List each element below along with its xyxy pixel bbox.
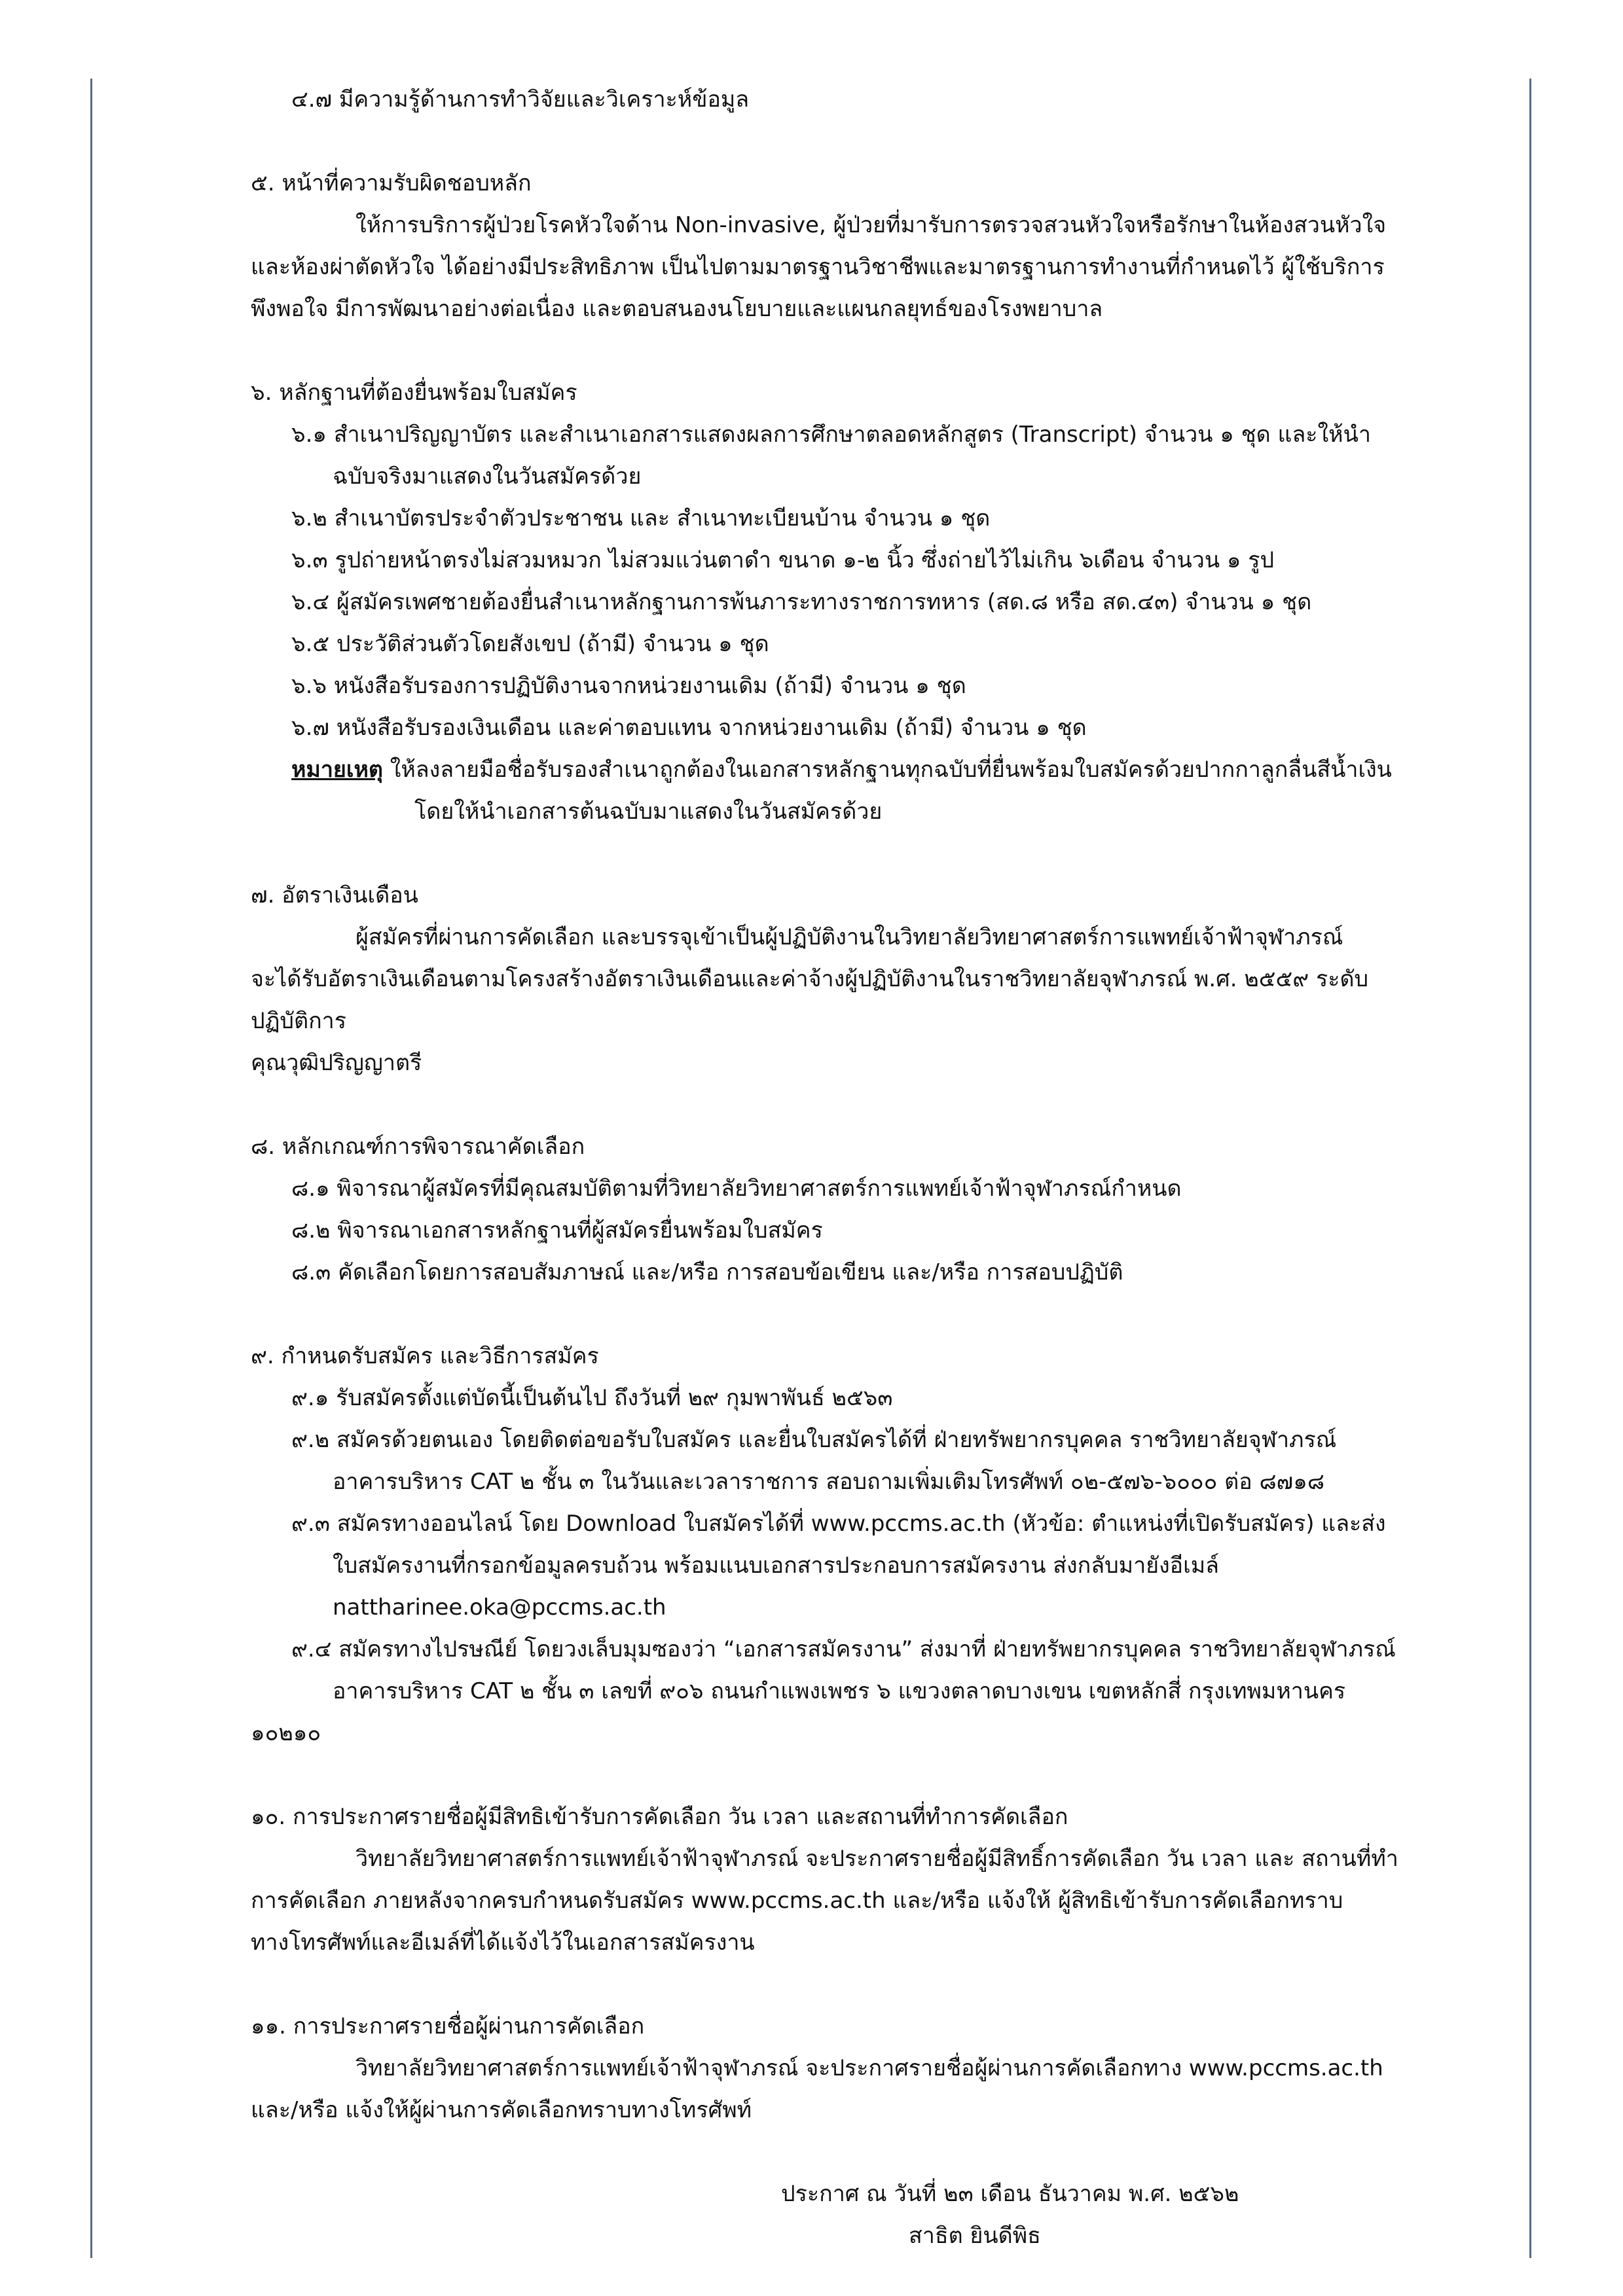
clause-6-3: ๖.๓ รูปถ่ายหน้าตรงไม่สวมหมวก ไม่สวมแว่นตาดำ ขนาด ๑-๒ นิ้ว ซึ่งถ่ายไว้ไม่เกิน ๖เดือน จำนวน ๑ รูป: [291, 547, 1275, 573]
section-9-heading: ๙. กำหนดรับสมัคร และวิธีการสมัคร: [251, 1343, 599, 1369]
clause-9-2-cont: อาคารบริหาร CAT ๒ ชั้น ๓ ในวันและเวลาราชการ สอบถามเพิ่มเติมโทรศัพท์ ๐๒-๕๗๖-๖๐๐๐ ต่อ ๘๗๑๘: [333, 1469, 1325, 1495]
section-7-para-line: ผู้สมัครที่ผ่านการคัดเลือก และบรรจุเข้าเป็นผู้ปฏิบัติงานในวิทยาลัยวิทยาศาสตร์การแพทย์เจ้าฟ้าจุฬาภรณ์: [356, 924, 1343, 950]
clause-6-2: ๖.๒ สำเนาบัตรประจำตัวประชาชน และ สำเนาทะเบียนบ้าน จำนวน ๑ ชุด: [291, 505, 991, 531]
note-label: หมายเหตุ: [291, 757, 383, 783]
section-6-heading: ๖. หลักฐานที่ต้องยื่นพร้อมใบสมัคร: [251, 380, 577, 406]
clause-6-4: ๖.๔ ผู้สมัครเพศชายต้องยื่นสำเนาหลักฐานการพ้นภาระทางราชการทหาร (สด.๘ หรือ สด.๔๓) จำนวน ๑ ชุด: [291, 589, 1312, 615]
clause-9-3: ๙.๓ สมัครทางออนไลน์ โดย Download ใบสมัครได้ที่ www.pccms.ac.th (หัวข้อ: ตำแหน่งที่เปิดรับสมัคร) และส่ง: [291, 1511, 1386, 1537]
clause-8-1: ๘.๑ พิจารณาผู้สมัครที่มีคุณสมบัติตามที่วิทยาลัยวิทยาศาสตร์การแพทย์เจ้าฟ้าจุฬาภรณ์กำหนด: [291, 1175, 1182, 1202]
clause-4-7: ๔.๗ มีความรู้ด้านการทำวิจัยและวิเคราะห์ข้อมูล: [291, 86, 750, 113]
note-text: ให้ลงลายมือชื่อรับรองสำเนาถูกต้องในเอกสารหลักฐานทุกฉบับที่ยื่นพร้อมใบสมัครด้วยปากกาลูกลื่นสีน้ำเงิน: [382, 757, 1392, 783]
section-11-para-line: และ/หรือ แจ้งให้ผู้ผ่านการคัดเลือกทราบทางโทรศัพท์: [251, 2097, 752, 2123]
section-7-heading: ๗. อัตราเงินเดือน: [251, 882, 418, 908]
right-margin-rule: [1529, 79, 1531, 2258]
section-10-para-line: ทางโทรศัพท์และอีเมล์ที่ได้แจ้งไว้ในเอกสารสมัครงาน: [251, 1929, 755, 1956]
section-7-para-line: จะได้รับอัตราเงินเดือนตามโครงสร้างอัตราเงินเดือนและค่าจ้างผู้ปฏิบัติงานในราชวิทยาลัยจุฬาภรณ์ พ.ศ. ๒๕๕๙ ระดับ: [251, 966, 1369, 992]
clause-8-2: ๘.๒ พิจารณาเอกสารหลักฐานที่ผู้สมัครยื่นพร้อมใบสมัคร: [291, 1217, 823, 1244]
postal-code: ๑๐๒๑๐: [251, 1720, 321, 1746]
contact-email: nattharinee.oka@pccms.ac.th: [333, 1594, 666, 1621]
clause-6-7: ๖.๗ หนังสือรับรองเงินเดือน และค่าตอบแทน จากหน่วยงานเดิม (ถ้ามี) จำนวน ๑ ชุด: [291, 715, 1087, 741]
clause-6-6: ๖.๖ หนังสือรับรองการปฏิบัติงานจากหน่วยงานเดิม (ถ้ามี) จำนวน ๑ ชุด: [291, 673, 966, 699]
section-10-para-line: การคัดเลือก ภายหลังจากครบกำหนดรับสมัคร www.pccms.ac.th และ/หรือ แจ้งให้ ผู้สิทธิเข้ารับการคัดเลือกทราบ: [251, 1888, 1343, 1914]
announcement-date: ประกาศ ณ วันที่ ๒๓ เดือน ธันวาคม พ.ศ. ๒๕๖๒: [781, 2181, 1239, 2207]
clause-8-3: ๘.๓ คัดเลือกโดยการสอบสัมภาษณ์ และ/หรือ การสอบข้อเขียน และ/หรือ การสอบปฏิบัติ: [291, 1259, 1123, 1285]
section-5-para-line: ให้การบริการผู้ป่วยโรคหัวใจด้าน Non-invasive, ผู้ป่วยที่มารับการตรวจสวนหัวใจหรือรักษาในห้องสวนหัวใจ: [356, 212, 1387, 238]
section-8-heading: ๘. หลักเกณฑ์การพิจารณาคัดเลือก: [251, 1134, 585, 1160]
clause-9-1: ๙.๑ รับสมัครตั้งแต่บัดนี้เป็นต้นไป ถึงวันที่ ๒๙ กุมพาพันธ์ ๒๕๖๓: [291, 1385, 893, 1411]
clause-9-2: ๙.๒ สมัครด้วยตนเอง โดยติดต่อขอรับใบสมัคร และยื่นใบสมัครได้ที่ ฝ่ายทรัพยากรบุคคล ราชวิทยาลัยจุฬาภรณ์: [291, 1427, 1337, 1453]
clause-6-5: ๖.๕ ประวัติส่วนตัวโดยสังเขป (ถ้ามี) จำนวน ๑ ชุด: [291, 631, 769, 657]
clause-9-3-cont: ใบสมัครงานที่กรอกข้อมูลครบถ้วน พร้อมแนบเอกสารประกอบการสมัครงาน ส่งกลับมายังอีเมล์: [333, 1552, 1219, 1579]
note-line: [251, 749, 1508, 791]
clause-6-1: ๖.๑ สำเนาปริญญาบัตร และสำเนาเอกสารแสดงผลการศึกษาตลอดหลักสูตร (Transcript) จำนวน ๑ ชุด และให้นำ: [291, 422, 1371, 448]
note-line-cont: โดยให้นำเอกสารต้นฉบับมาแสดงในวันสมัครด้วย: [414, 798, 883, 825]
section-7-level: ปฏิบัติการ: [251, 1008, 347, 1034]
clause-9-4: ๙.๔ สมัครทางไปรษณีย์ โดยวงเล็บมุมซองว่า “เอกสารสมัครงาน” ส่งมาที่ ฝ่ายทรัพยากรบุคคล ราชวิทยาลัยจุฬาภรณ์: [291, 1636, 1396, 1662]
section-11-para-line: วิทยาลัยวิทยาศาสตร์การแพทย์เจ้าฟ้าจุฬาภรณ์ จะประกาศรายชื่อผู้ผ่านการคัดเลือกทาง www.pccms.ac.th: [356, 2055, 1383, 2081]
section-11-heading: ๑๑. การประกาศรายชื่อผู้ผ่านการคัดเลือก: [251, 2013, 645, 2039]
section-10-heading: ๑๐. การประกาศรายชื่อผู้มีสิทธิเข้ารับการคัดเลือก วัน เวลา และสถานที่ทำการคัดเลือก: [251, 1804, 1068, 1830]
left-margin-rule: [90, 79, 92, 2258]
clause-9-4-cont: อาคารบริหาร CAT ๒ ชั้น ๓ เลขที่ ๙๐๖ ถนนกำแพงเพชร ๖ แขวงตลาดบางเขน เขตหลักสี่ กรุงเทพมหานคร: [333, 1678, 1346, 1704]
clause-6-1-cont: ฉบับจริงมาแสดงในวันสมัครด้วย: [333, 463, 642, 490]
section-10-para-line: วิทยาลัยวิทยาศาสตร์การแพทย์เจ้าฟ้าจุฬาภรณ์ จะประกาศรายชื่อผู้มีสิทธิ์การคัดเลือก วัน เวลา และ สถานที่ทำ: [356, 1846, 1398, 1872]
section-7-qualification: คุณวุฒิปริญญาตรี: [251, 1050, 422, 1076]
section-5-para-line: และห้องผ่าตัดหัวใจ ได้อย่างมีประสิทธิภาพ เป็นไปตามมาตรฐานวิชาชีพและมาตรฐานการทำงานที่กำหนดไว้ ผู้ใช้บริการ: [251, 254, 1385, 280]
document-page: [251, 79, 1508, 2257]
section-5-heading: ๕. หน้าที่ความรับผิดชอบหลัก: [251, 170, 532, 196]
section-5-para-line: พึงพอใจ มีการพัฒนาอย่างต่อเนื่อง และตอบสนองนโยบายและแผนกลยุทธ์ของโรงพยาบาล: [251, 296, 1103, 322]
signatory-name: สาธิต ยินดีพิธ: [909, 2223, 1041, 2249]
